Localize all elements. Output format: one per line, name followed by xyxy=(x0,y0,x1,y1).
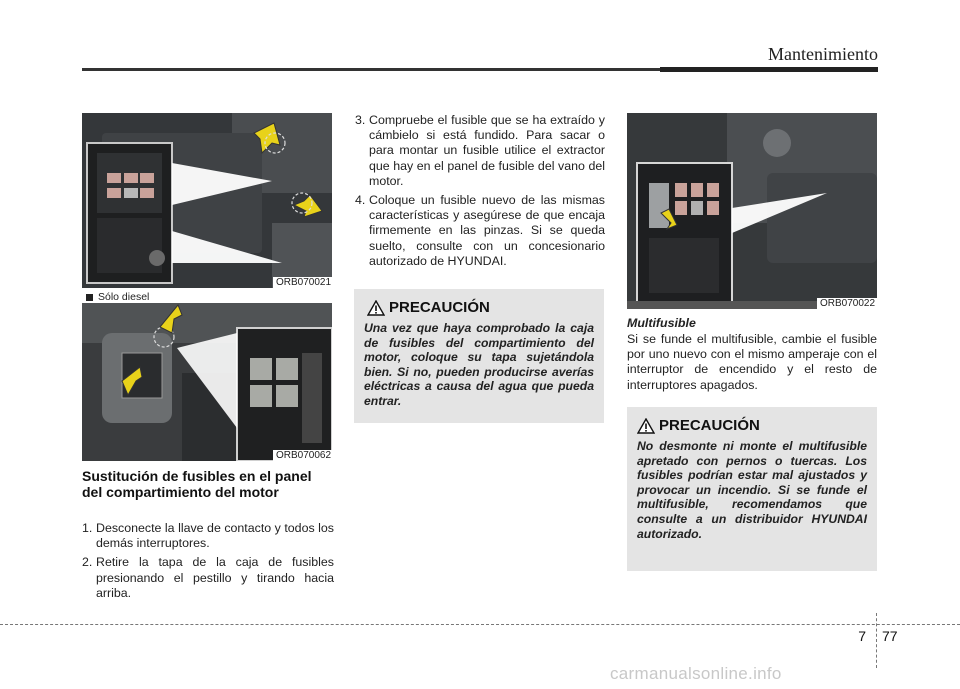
footer-rule xyxy=(0,624,960,625)
multifusible-heading: Multifusible xyxy=(627,316,696,330)
step-item: 3. Compruebe el fusible que se ha extraído y cámbielo si está fundido. Para sacar o para montar un fusible utilice el extractor que hay en el panel de fusible del vano del motor. xyxy=(355,113,605,188)
step-item: 2. Retire la tapa de la caja de fusibles presionando el pestillo y tirando hacia arriba. xyxy=(82,555,334,600)
caution-box-2 xyxy=(627,407,877,571)
warning-triangle-icon xyxy=(367,300,385,316)
multifusible-body: Si se funde el multifusible, cambie el fusible por uno nuevo con el mismo amperaje con el interruptor de encendido y el resto de interruptores apagados. xyxy=(627,332,877,392)
photo-2-code: ORB070062 xyxy=(273,450,334,462)
caution-1-body: Una vez que haya comprobado la caja de fusibles del compartimiento del motor, coloque su tapa sujetándola bien. Si no, pueden producirse averías eléctricas a causa del agua que pueda entrar. xyxy=(364,321,594,408)
step-item: 1. Desconecte la llave de contacto y todos los demás interruptores. xyxy=(82,521,334,551)
multifuse-photo xyxy=(627,113,877,309)
caution-box-1 xyxy=(354,289,604,423)
fuse-box-photo-1 xyxy=(82,113,332,288)
steps-list-left xyxy=(82,521,334,605)
steps-list-middle xyxy=(355,113,605,273)
caution-1-title: PRECAUCIÓN xyxy=(389,299,490,316)
square-bullet-icon xyxy=(86,294,93,301)
section-heading: Sustitución de fusibles en el panel del compartimiento del motor xyxy=(82,468,312,500)
header-rule-accent xyxy=(660,67,878,72)
running-header-title: Mantenimiento xyxy=(768,44,878,64)
warning-triangle-icon xyxy=(637,418,655,434)
photo-1-code: ORB070021 xyxy=(273,277,334,289)
caution-2-title: PRECAUCIÓN xyxy=(659,417,760,434)
step-item: 4. Coloque un fusible nuevo de las mismas características y asegúrese de que encaja firmemente en las pinzas. Si se queda suelto, consulte con un concesionario autorizado de HYUNDAI. xyxy=(355,193,605,268)
photo-2-badge-text: Sólo diesel xyxy=(98,291,150,303)
watermark-text: carmanualsonline.info xyxy=(610,664,782,683)
photo-3-code: ORB070022 xyxy=(817,298,878,310)
chapter-number: 7 xyxy=(858,628,866,644)
page-number: 77 xyxy=(882,628,898,644)
photo-2-badge xyxy=(86,291,149,303)
caution-2-body: No desmonte ni monte el multifusible apretado con pernos o tuercas. Los fusibles podrían estar mal ajustados y provocar un incendio. Si se funde el multifusible, recomendamos que consulte a un distribuidor HYUNDAI autorizado. xyxy=(637,439,867,541)
fuse-box-photo-2 xyxy=(82,303,332,461)
footer-divider xyxy=(876,613,877,668)
